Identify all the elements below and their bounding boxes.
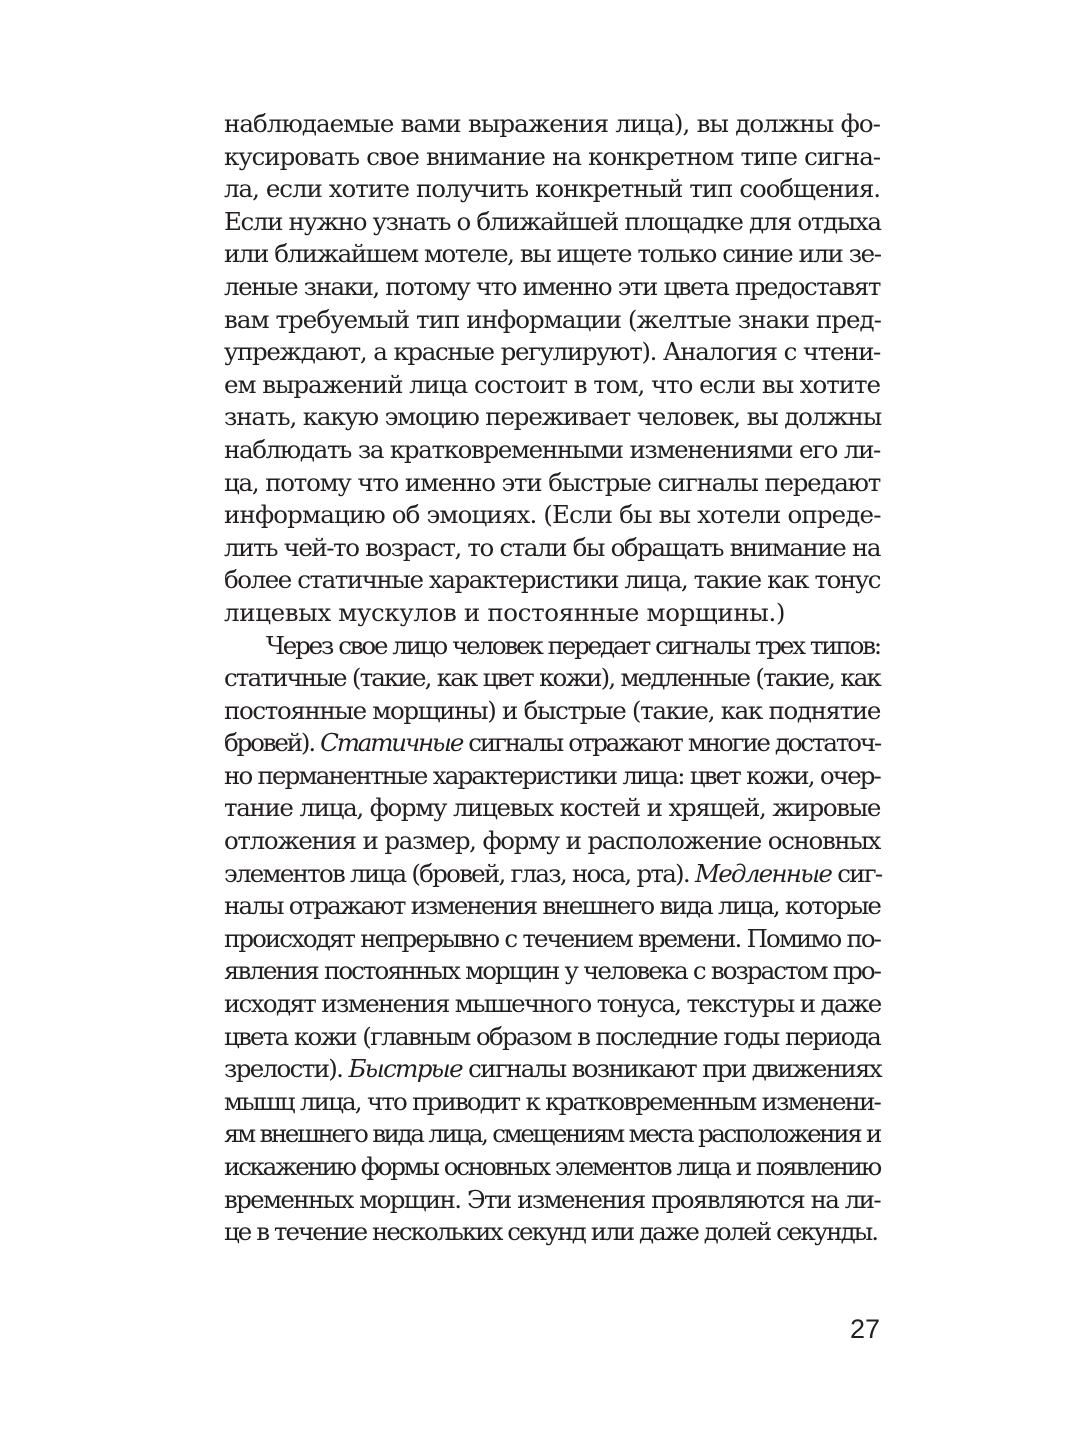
text-run: информацию об эмоциях. (Если бы вы хотели опреде- [224, 500, 881, 530]
text-line [224, 858, 880, 891]
paragraph [224, 108, 880, 630]
text-run: ям внешнего вида лица, смещениям места расположения и [224, 1119, 880, 1149]
text-line [224, 108, 880, 141]
text-line [224, 890, 880, 923]
text-run: ла, если хотите получить конкретный тип сообщения. [224, 174, 880, 204]
text-run: ем выражений лица состоит в том, что если вы хотите [224, 369, 880, 399]
text-line [224, 173, 880, 206]
text-run: лить чей-то возраст, то стали бы обращать внимание на [224, 532, 880, 562]
text-line [224, 630, 880, 663]
text-run: тание лица, форму лицевых костей и хрящей, жировые [224, 793, 880, 823]
text-run: це в течение нескольких секунд или даже долей секунды. [224, 1217, 878, 1247]
text-run: ца, потому что именно эти быстрые сигналы передают [224, 467, 880, 497]
text-line [224, 336, 880, 369]
text-run: наблюдать за кратковременными изменениями его ли- [224, 434, 880, 464]
text-line [224, 1021, 880, 1054]
text-run: но перманентные характеристики лица: цвет кожи, очер- [224, 760, 880, 790]
text-line [224, 467, 880, 500]
text-run: цвета кожи (главным образом в последние годы периода [224, 1021, 880, 1051]
text-run: сиг- [831, 858, 882, 888]
text-line [224, 304, 880, 337]
text-line [224, 597, 880, 630]
text-run: кусировать свое внимание на конкретном типе сигна- [224, 141, 880, 171]
text-run: упреждают, а красные регулируют). Аналогия с чтени- [224, 337, 880, 367]
text-run: явления постоянных морщин у человека с возрастом про- [224, 956, 880, 986]
text-run: наблюдаемые вами выражения лица), вы должны фо- [224, 109, 880, 138]
text-run: постоянные морщины) и быстрые (такие, как поднятие [224, 695, 880, 725]
text-line [224, 1053, 880, 1086]
text-run: знать, какую эмоцию переживает человек, вы должны [224, 402, 882, 432]
text-run: статичные (такие, как цвет кожи), медленные (такие, как [224, 663, 880, 693]
text-run: Через свое лицо человек передает сигналы трех типов: [266, 630, 880, 660]
text-run: зрелости). [224, 1054, 349, 1084]
page-number: 27 [849, 1314, 880, 1344]
text-run: налы отражают изменения внешнего вида лица, которые [224, 891, 880, 921]
text-run: искажению формы основных элементов лица и появлению [224, 1152, 880, 1181]
text-line [224, 1184, 880, 1217]
text-run: временных морщин. Эти изменения проявляются на ли- [224, 1184, 880, 1214]
text-line [224, 271, 880, 304]
text-run: вам требуемый тип информации (желтые знаки пред- [224, 304, 881, 334]
text-run: Если нужно узнать о ближайшей площадке для отдыха [224, 206, 881, 236]
text-line [224, 1216, 880, 1249]
text-run: или ближайшем мотеле, вы ищете только синие или зе- [224, 239, 881, 269]
text-line [224, 238, 880, 271]
text-run: элементов лица (бровей, глаз, носа, рта). [224, 858, 695, 888]
text-line [224, 1086, 880, 1119]
text-run: сигналы возникают при движениях [461, 1054, 882, 1084]
text-line [224, 564, 880, 597]
text-run: бровей). [224, 728, 321, 758]
text-line [224, 825, 880, 858]
text-line [224, 988, 880, 1021]
text-line [224, 434, 880, 467]
paragraph [224, 630, 880, 1249]
text-line [224, 662, 880, 695]
italic-term: Статичные [320, 728, 463, 758]
text-line [224, 206, 880, 239]
text-line [224, 923, 880, 956]
text-run: лицевых мускулов и постоянные морщины.) [224, 597, 786, 627]
text-line [224, 141, 880, 174]
text-line [224, 369, 880, 402]
text-run: мышц лица, что приводит к кратковременным изменени- [224, 1086, 880, 1116]
text-line [224, 695, 880, 728]
text-line [224, 401, 880, 434]
text-run: более статичные характеристики лица, такие как тонус [224, 565, 880, 595]
body-text [224, 108, 880, 1249]
text-line [224, 1151, 880, 1184]
italic-term: Медленные [694, 858, 832, 888]
text-run: исходят изменения мышечного тонуса, текстуры и даже [224, 989, 881, 1019]
text-run: отложения и размер, форму и расположение основных [224, 826, 880, 856]
italic-term: Быстрые [348, 1054, 462, 1084]
text-line [224, 760, 880, 793]
text-line [224, 1118, 880, 1151]
text-line [224, 955, 880, 988]
text-run: леные знаки, потому что именно эти цвета предоставят [224, 271, 880, 301]
text-run: происходят непрерывно с течением времени. Помимо по- [224, 923, 880, 953]
text-line [224, 532, 880, 565]
text-line [224, 792, 880, 825]
text-run: сигналы отражают многие достаточ- [462, 728, 880, 758]
text-line [224, 727, 880, 760]
text-line [224, 499, 880, 532]
